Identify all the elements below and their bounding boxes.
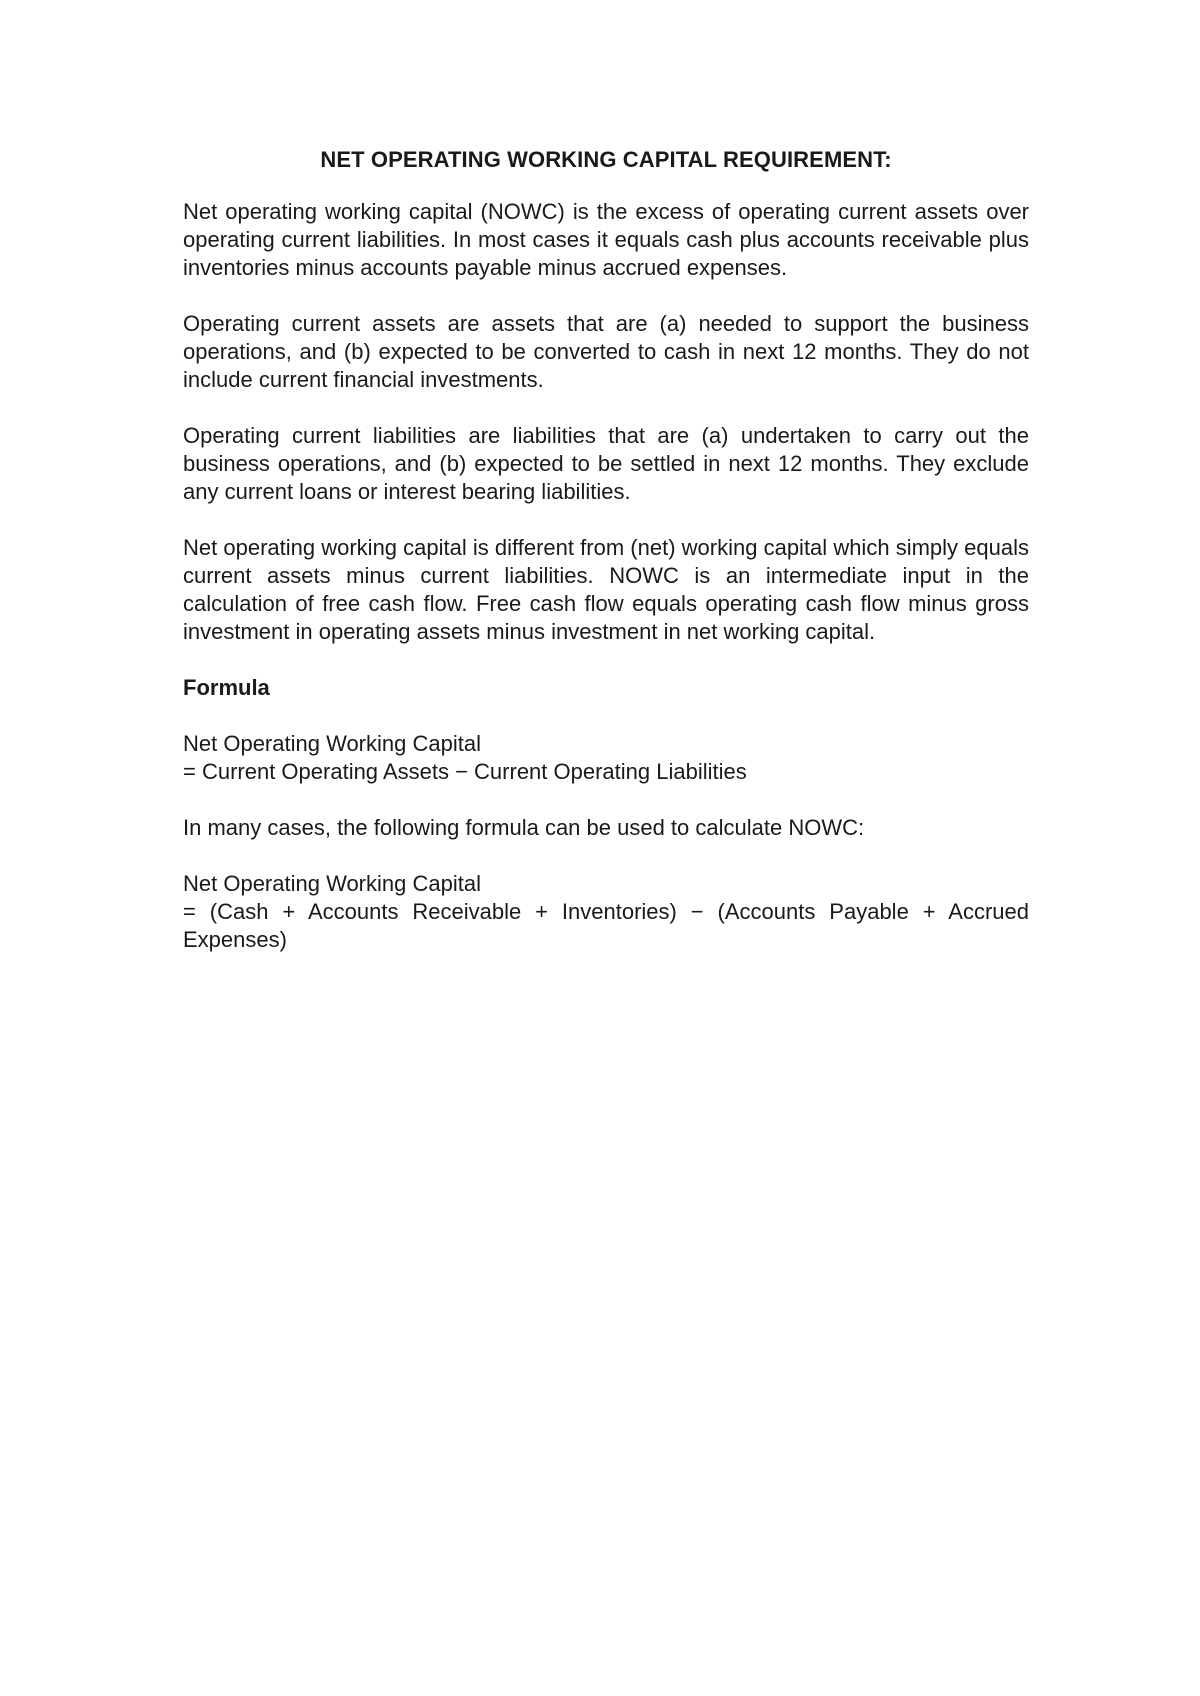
formula-detailed xyxy=(183,870,1029,954)
formula-detailed-expression: = (Cash + Accounts Receivable + Inventories) − (Accounts Payable + Accrued Expenses) xyxy=(183,899,1029,952)
formula-intro-text: In many cases, the following formula can be used to calculate NOWC: xyxy=(183,815,865,840)
formula-detailed-label: Net Operating Working Capital xyxy=(183,871,481,896)
paragraph-operating-current-liabilities: Operating current liabilities are liabilities that are (a) undertaken to carry out the business operations, and (b) expected to be settled in next 12 months. They exclude any current loans or interest bearing liabilities. xyxy=(183,423,1029,504)
formula-basic-label: Net Operating Working Capital xyxy=(183,731,481,756)
paragraph-nowc-vs-working-capital: Net operating working capital is different from (net) working capital which simply equals current assets minus current liabilities. NOWC is an intermediate input in the calculation of free cash flow. Free cash flow equals operating cash flow minus gross investment in operating assets minus investment in net working capital. xyxy=(183,535,1029,644)
paragraph-operating-current-assets: Operating current assets are assets that are (a) needed to support the business operations, and (b) expected to be converted to cash in next 12 months. They do not include current financial investments. xyxy=(183,311,1029,392)
formula-heading: Formula xyxy=(183,675,270,700)
paragraph-nowc-definition: Net operating working capital (NOWC) is the excess of operating current assets over operating current liabilities. In most cases it equals cash plus accounts receivable plus inventories minus accounts payable minus accrued expenses. xyxy=(183,199,1029,280)
document-page xyxy=(183,146,1029,982)
formula-basic-expression: = Current Operating Assets − Current Operating Liabilities xyxy=(183,759,747,784)
document-title: NET OPERATING WORKING CAPITAL REQUIREMENT: xyxy=(320,147,892,172)
formula-basic xyxy=(183,730,1029,786)
